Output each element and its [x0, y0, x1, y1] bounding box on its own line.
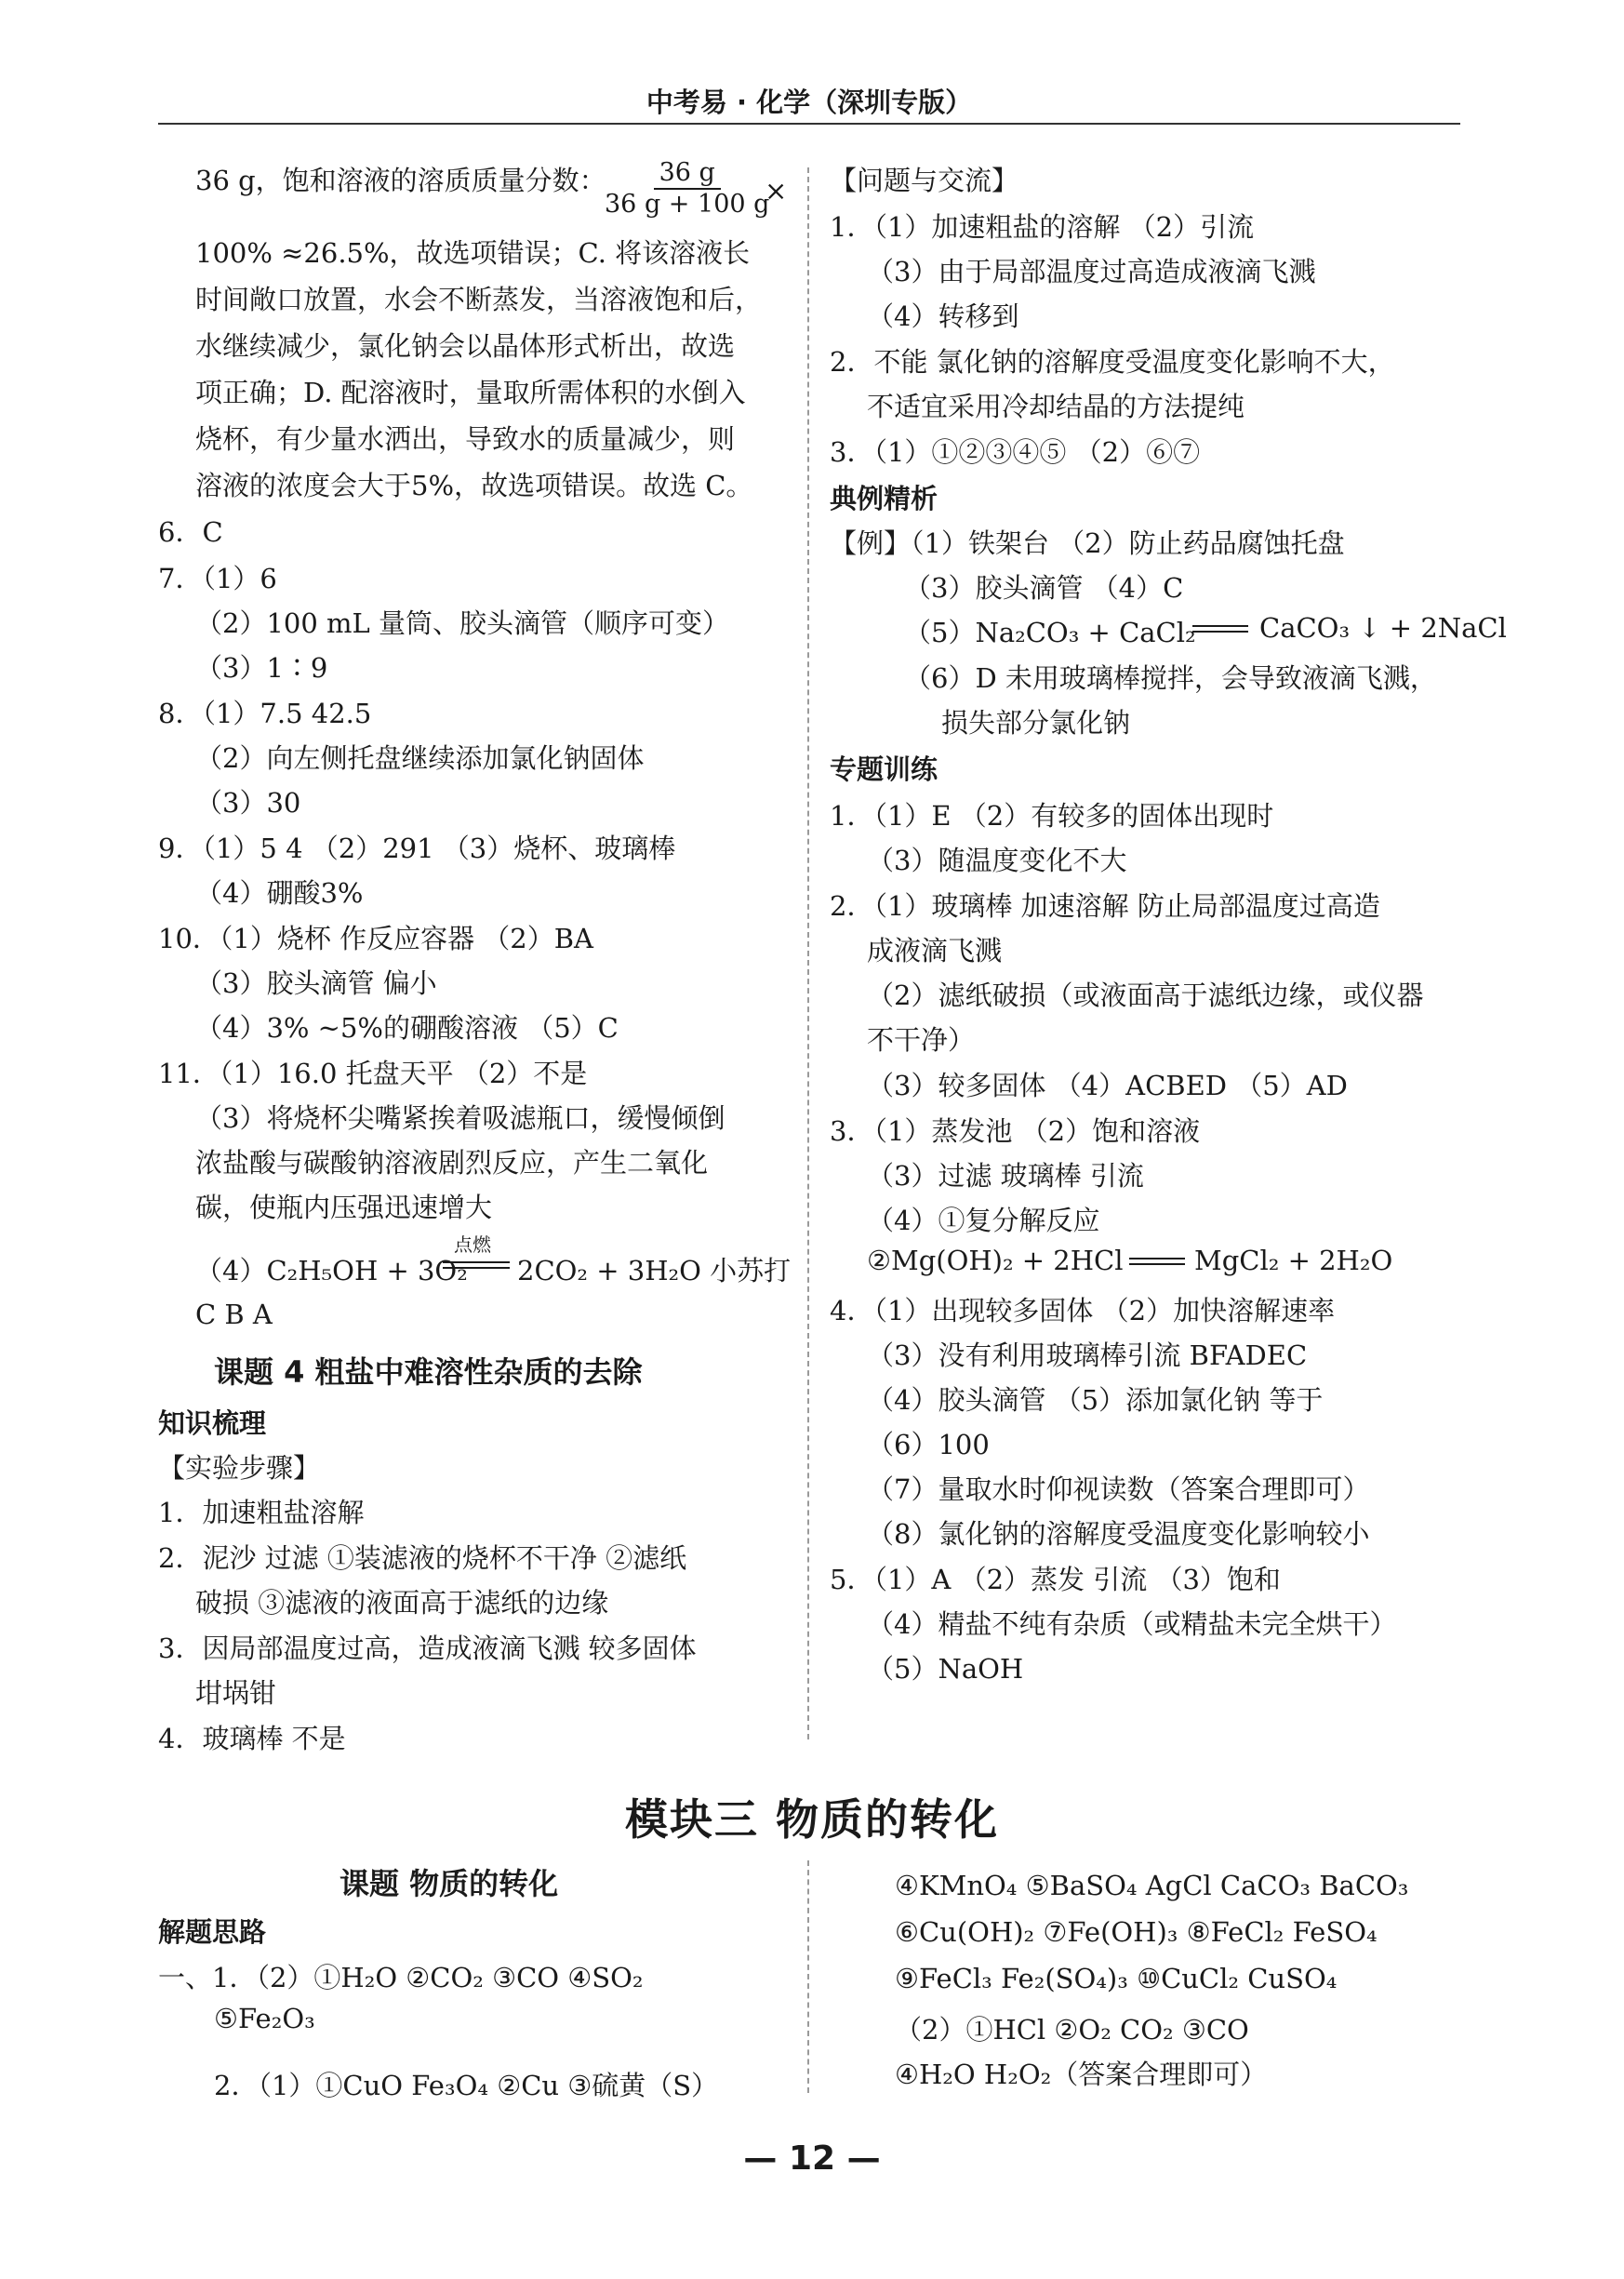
- training-3-2: （3）过滤 玻璃棒 引流: [867, 1160, 1144, 1192]
- step-2-2: 破损 ③滤液的液面高于滤纸的边缘: [195, 1587, 609, 1619]
- step-2-1: 2．泥沙 过滤 ①装滤液的烧杯不干净 ②滤纸: [158, 1542, 687, 1574]
- solution-line-4: 水继续减少，氯化钠会以晶体形式析出，故选: [195, 330, 736, 362]
- answer-8-1: 8．（1）7.5 42.5: [158, 698, 372, 729]
- answer-10-2: （3）胶头滴管 偏小: [195, 967, 437, 999]
- answer-7-1: 7．（1）6: [158, 563, 277, 594]
- qa-heading: 【问题与交流】: [830, 165, 1019, 196]
- training-1-2: （3）随温度变化不大: [867, 845, 1127, 876]
- example-4: （6）D 未用玻璃棒搅拌，会导致液滴飞溅，: [904, 662, 1437, 694]
- column-divider-bottom: [807, 1860, 809, 2093]
- example-1: 【例】（1）铁架台 （2）防止药品腐蚀托盘: [830, 527, 1345, 559]
- training-heading: 专题训练: [830, 753, 938, 785]
- substance-line-1: ④KMnO₄ ⑤BaSO₄ AgCl CaCO₃ BaCO₃: [895, 1870, 1409, 1901]
- column-divider-top: [807, 167, 809, 1739]
- training-4-1: 4．（1）出现较多固体 （2）加快溶解速率: [830, 1295, 1336, 1326]
- step-3-2: 坩埚钳: [195, 1677, 277, 1709]
- answer-9-2: （4）硼酸3%: [195, 877, 364, 909]
- training-3-1: 3．（1）蒸发池 （2）饱和溶液: [830, 1115, 1201, 1147]
- solution-line-3: 时间敞口放置，水会不断蒸发，当溶液饱和后，: [195, 284, 763, 315]
- qa-3: 3．（1）①②③④⑤ （2）⑥⑦: [830, 436, 1201, 468]
- answer-7-2: （2）100 mL 量筒、胶头滴管（顺序可变）: [195, 607, 729, 639]
- answer-11-5-right: 2CO₂ + 3H₂O 小苏打: [517, 1255, 792, 1286]
- training-2-1: 2．（1）玻璃棒 加速溶解 防止局部温度过高造: [830, 890, 1380, 922]
- training-1-1: 1．（1）E （2）有较多的固体出现时: [830, 800, 1274, 832]
- solution-line-1: 36 g，饱和溶液的溶质质量分数：: [195, 165, 606, 196]
- substance-line-5: ④H₂O H₂O₂（答案合理即可）: [895, 2059, 1268, 2090]
- solution-line-2: 100% ≈26.5%，故选项错误；C. 将该溶液长: [195, 237, 751, 269]
- reaction-condition-label: 点燃: [454, 1233, 491, 1256]
- reaction-arrow-line-2: [443, 1267, 510, 1269]
- step-3-1: 3．因局部温度过高，造成液滴飞溅 较多固体: [158, 1633, 697, 1664]
- answer-11-5-left: （4）C₂H₅OH + 3O₂: [195, 1255, 468, 1286]
- answer-11-2: （3）将烧杯尖嘴紧挨着吸滤瓶口，缓慢倾倒: [195, 1102, 725, 1134]
- answer-11-4: 碳，使瓶内压强迅速增大: [195, 1192, 493, 1223]
- page-number: — 12 —: [743, 2139, 881, 2178]
- approach-line-2: ⑤Fe₂O₃: [214, 2003, 315, 2034]
- training-5-3: （5）NaOH: [867, 1653, 1024, 1685]
- equation-sign-top-2: [1129, 1258, 1185, 1259]
- training-2-2: 成液滴飞溅: [867, 935, 1003, 966]
- training-4-4: （6）100: [867, 1429, 990, 1460]
- knowledge-heading: 知识梳理: [158, 1407, 267, 1439]
- answer-10-1: 10．（1）烧杯 作反应容器 （2）BA: [158, 923, 593, 954]
- mass-fraction: [605, 158, 769, 220]
- solution-line-6: 烧杯，有少量水洒出，导致水的质量减少，则: [195, 423, 736, 455]
- example-heading: 典例精析: [830, 483, 938, 514]
- example-3-right: CaCO₃ ↓ + 2NaCl: [1259, 612, 1507, 644]
- training-4-5: （7）量取水时仰视读数（答案合理即可）: [867, 1473, 1370, 1505]
- substance-line-4: （2）①HCl ②O₂ CO₂ ③CO: [895, 2014, 1249, 2046]
- answer-11-6: C B A: [195, 1299, 273, 1330]
- qa-1-2: （3）由于局部温度过高造成液滴飞溅: [867, 256, 1316, 287]
- experiment-steps-heading: 【实验步骤】: [158, 1452, 321, 1484]
- approach-line-1: 一、1．（2）①H₂O ②CO₂ ③CO ④SO₂: [158, 1962, 644, 1993]
- example-2: （3）胶头滴管 （4）C: [904, 572, 1184, 604]
- qa-2-2: 不适宜采用冷却结晶的方法提纯: [867, 391, 1245, 422]
- reaction-arrow-line: [443, 1261, 510, 1263]
- qa-1-1: 1．（1）加速粗盐的溶解 （2）引流: [830, 211, 1255, 243]
- training-3-3: （4）①复分解反应: [867, 1205, 1100, 1236]
- answer-8-3: （3）30: [195, 787, 301, 819]
- answer-10-3: （4）3% ~5%的硼酸溶液 （5）C: [195, 1012, 619, 1044]
- equation-sign-bottom: [1192, 631, 1248, 633]
- fraction-denominator: 36 g + 100 g: [605, 190, 770, 219]
- substance-line-3: ⑨FeCl₃ Fe₂(SO₄)₃ ⑩CuCl₂ CuSO₄: [895, 1963, 1338, 1994]
- training-2-4: 不干净）: [867, 1024, 976, 1056]
- solution-line-7: 溶液的浓度会大于5%，故选项错误。故选 C。: [195, 470, 753, 501]
- lesson-4-title: 课题 4 粗盐中难溶性杂质的去除: [214, 1354, 643, 1390]
- training-4-2: （3）没有利用玻璃棒引流 BFADEC: [867, 1339, 1308, 1371]
- answer-9-1: 9．（1）5 4 （2）291 （3）烧杯、玻璃棒: [158, 833, 676, 864]
- training-5-2: （4）精盐不纯有杂质（或精盐未完全烘干）: [867, 1608, 1397, 1640]
- training-5-1: 5．（1）A （2）蒸发 引流 （3）饱和: [830, 1564, 1281, 1595]
- training-4-3: （4）胶头滴管 （5）添加氯化钠 等于: [867, 1384, 1324, 1416]
- training-3-4-left: ②Mg(OH)₂ + 2HCl: [867, 1245, 1124, 1276]
- equation-sign-bottom-2: [1129, 1263, 1185, 1265]
- answer-8-2: （2）向左侧托盘继续添加氯化钠固体: [195, 742, 645, 774]
- step-4: 4．玻璃棒 不是: [158, 1723, 346, 1754]
- solution-approach-heading: 解题思路: [158, 1916, 267, 1948]
- training-2-5: （3）较多固体 （4）ACBED （5）AD: [867, 1070, 1348, 1101]
- answer-11-3: 浓盐酸与碳酸钠溶液剧烈反应，产生二氧化: [195, 1147, 709, 1179]
- training-3-4-right: MgCl₂ + 2H₂O: [1194, 1245, 1393, 1276]
- training-4-6: （8）氯化钠的溶解度受温度变化影响较小: [867, 1518, 1370, 1550]
- substance-line-2: ⑥Cu(OH)₂ ⑦Fe(OH)₃ ⑧FeCl₂ FeSO₄: [895, 1916, 1378, 1948]
- page-header-title: 中考易 · 化学（深圳专版）: [646, 87, 973, 118]
- transformation-lesson-title: 课题 物质的转化: [339, 1866, 559, 1901]
- answer-11-1: 11．（1）16.0 托盘天平 （2）不是: [158, 1058, 588, 1089]
- qa-2-1: 2．不能 氯化钠的溶解度受温度变化影响不大，: [830, 346, 1395, 378]
- solution-line-5: 项正确；D. 配溶液时，量取所需体积的水倒入: [195, 377, 746, 408]
- approach-line-3: 2．（1）①CuO Fe₃O₄ ②Cu ③硫黄（S）: [214, 2070, 719, 2101]
- fraction-numerator: 36 g: [654, 158, 721, 190]
- example-5: 损失部分氯化钠: [941, 707, 1131, 739]
- header-rule: [158, 123, 1460, 125]
- equation-sign-top: [1192, 625, 1248, 627]
- step-1: 1．加速粗盐溶解: [158, 1497, 365, 1528]
- times-sign: ×: [765, 175, 788, 207]
- answer-7-3: （3）1∶9: [195, 652, 328, 684]
- module-title: 模块三 物质的转化: [624, 1794, 999, 1845]
- answer-6: 6．C: [158, 516, 223, 548]
- training-2-3: （2）滤纸破损（或液面高于滤纸边缘，或仪器: [867, 980, 1424, 1011]
- example-3-left: （5）Na₂CO₃ + CaCl₂: [904, 617, 1196, 648]
- qa-1-3: （4）转移到: [867, 300, 1019, 332]
